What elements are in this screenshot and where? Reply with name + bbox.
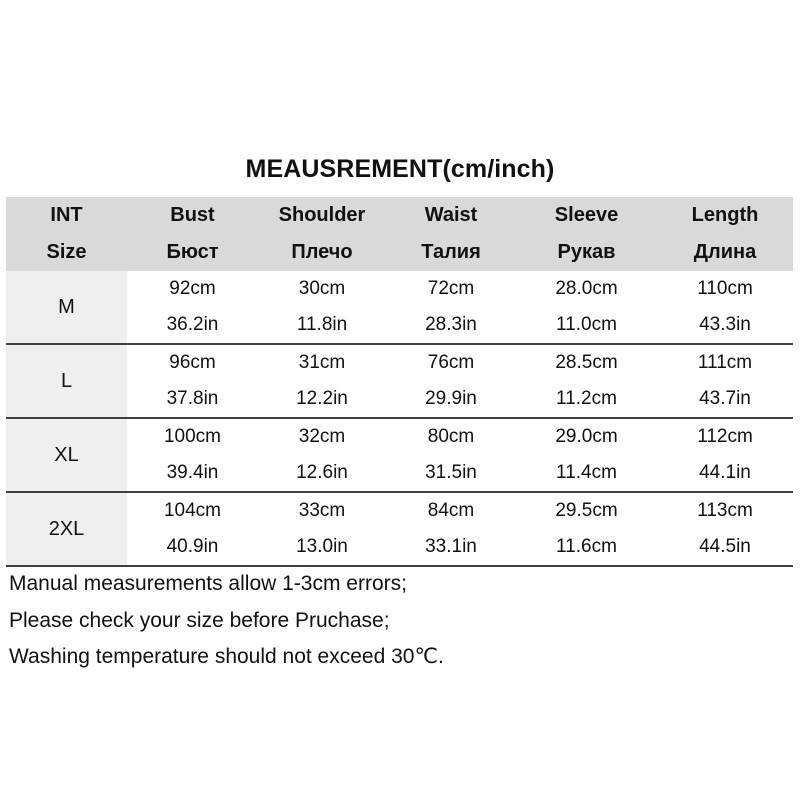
- value-cm: 96cm: [169, 352, 216, 373]
- header-en: Length: [691, 204, 759, 226]
- shoulder-cell: [258, 492, 386, 566]
- length-cell: [657, 344, 793, 418]
- sleeve-cell: [516, 271, 657, 344]
- shoulder-cell: [258, 344, 386, 418]
- sleeve-cell: [516, 492, 657, 566]
- value-in: 11.8in: [296, 314, 348, 335]
- waist-cell: [386, 418, 516, 492]
- length-cell: [657, 418, 793, 492]
- table-row: [6, 492, 793, 566]
- value-cm: 33cm: [298, 500, 346, 521]
- value-in: 11.2cm: [556, 388, 617, 409]
- header-en: Shoulder: [278, 204, 366, 226]
- bust-cell: [127, 271, 258, 344]
- header-length: [657, 197, 793, 271]
- waist-cell: [386, 492, 516, 566]
- header-en: INT: [50, 204, 83, 226]
- value-in: 29.9in: [425, 388, 477, 409]
- bust-cell: [127, 492, 258, 566]
- chart-title: MEAUSREMENT(cm/inch): [245, 155, 555, 183]
- size-cell: M: [6, 271, 127, 344]
- value-cm: 28.0cm: [555, 278, 618, 299]
- value-in: 11.6cm: [556, 536, 617, 557]
- value-cm: 92cm: [169, 278, 216, 299]
- note-line: Manual measurements allow 1-3cm errors;: [9, 572, 407, 595]
- value-in: 40.9in: [166, 536, 219, 557]
- notes: [9, 566, 789, 676]
- size-cell: L: [6, 344, 127, 418]
- waist-cell: [386, 271, 516, 344]
- header-en: Waist: [424, 204, 478, 226]
- value-in: 11.0cm: [556, 314, 617, 335]
- shoulder-cell: [258, 418, 386, 492]
- value-in: 44.5in: [699, 536, 751, 557]
- value-cm: 30cm: [298, 278, 346, 299]
- value-in: 11.4cm: [556, 462, 617, 483]
- header-sleeve: [516, 197, 657, 271]
- header-shoulder: [258, 197, 386, 271]
- sleeve-cell: [516, 344, 657, 418]
- header-ru: Плечо: [291, 241, 353, 263]
- bust-cell: [127, 344, 258, 418]
- value-in: 31.5in: [425, 462, 477, 483]
- value-in: 28.3in: [425, 314, 477, 335]
- table-row: [6, 344, 793, 418]
- note-line: Washing temperature should not exceed 30℃.: [9, 645, 444, 668]
- header-ru: Бюст: [166, 241, 219, 263]
- header-ru: Талия: [421, 241, 481, 263]
- size-cell: 2XL: [6, 492, 127, 566]
- value-in: 39.4in: [166, 462, 219, 483]
- length-cell: [657, 271, 793, 344]
- bust-cell: [127, 418, 258, 492]
- value-cm: 31cm: [298, 352, 346, 373]
- value-cm: 29.5cm: [555, 500, 618, 521]
- table-row: [6, 418, 793, 492]
- header-bust: [127, 197, 258, 271]
- value-in: 43.7in: [699, 388, 751, 409]
- header-ru: Рукав: [557, 241, 616, 263]
- header-en: Sleeve: [554, 204, 619, 226]
- header-ru: Длина: [693, 241, 757, 263]
- value-cm: 84cm: [427, 500, 475, 521]
- value-cm: 112cm: [697, 426, 753, 447]
- value-in: 13.0in: [296, 536, 348, 557]
- header-row: [6, 197, 793, 271]
- value-cm: 76cm: [427, 352, 475, 373]
- value-cm: 80cm: [427, 426, 475, 447]
- table-row: [6, 271, 793, 344]
- value-in: 33.1in: [425, 536, 477, 557]
- note-line: Please check your size before Pruchase;: [9, 608, 390, 632]
- value-cm: 29.0cm: [555, 426, 618, 447]
- header-waist: [386, 197, 516, 271]
- value-cm: 104cm: [163, 500, 222, 521]
- shoulder-cell: [258, 271, 386, 344]
- value-in: 37.8in: [166, 388, 219, 409]
- value-in: 44.1in: [699, 462, 751, 483]
- header-en: Bust: [170, 204, 215, 226]
- waist-cell: [386, 344, 516, 418]
- value-in: 12.2in: [296, 388, 348, 409]
- header-size: [6, 197, 127, 271]
- value-in: 36.2in: [166, 314, 219, 335]
- value-cm: 100cm: [163, 426, 222, 447]
- value-in: 12.6in: [296, 462, 348, 483]
- value-cm: 111cm: [697, 352, 753, 373]
- value-in: 43.3in: [699, 314, 751, 335]
- value-cm: 113cm: [697, 500, 753, 521]
- size-chart: [6, 197, 793, 567]
- value-cm: 110cm: [697, 278, 753, 299]
- value-cm: 28.5cm: [555, 352, 618, 373]
- length-cell: [657, 492, 793, 566]
- measurement-table: [6, 197, 793, 567]
- value-cm: 72cm: [427, 278, 475, 299]
- header-ru: Size: [46, 241, 87, 263]
- sleeve-cell: [516, 418, 657, 492]
- value-cm: 32cm: [298, 426, 346, 447]
- size-cell: XL: [6, 418, 127, 492]
